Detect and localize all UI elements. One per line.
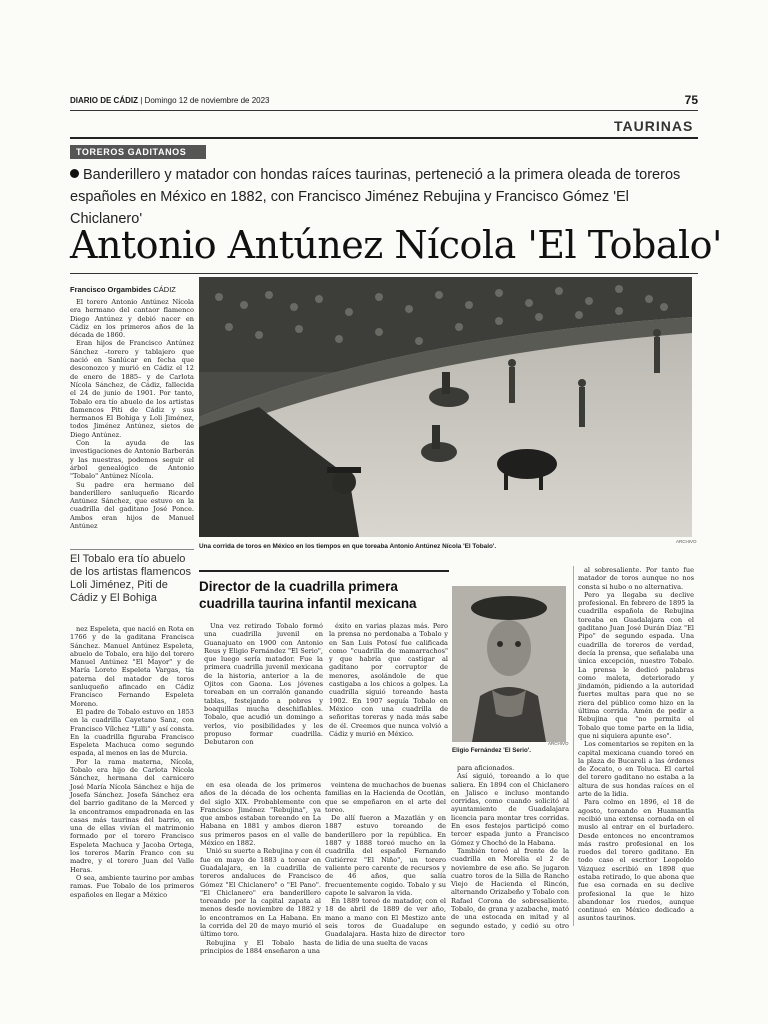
portrait-caption: Eligio Fernández 'El Serio'. [452, 747, 531, 754]
paragraph: al sobresaliente. Por tanto fue matador de toros aunque no nos consta si hubo o no alternativa. [578, 566, 694, 591]
portrait-photo [452, 586, 566, 742]
article-column-2 [200, 781, 321, 955]
paragraph: Rebujina y El Tobalo hasta principios de 1884 enseñaron a una [200, 938, 321, 955]
sidebar-column-2 [329, 622, 448, 776]
section-title: TAURINAS [614, 118, 694, 134]
byline-author: Francisco Orgambides [70, 285, 152, 294]
newspaper-name: DIARIO DE CÁDIZ [70, 96, 138, 105]
paragraph: Por la rama materna, Nícola, Tobalo era hijo de Carlota Nícola Sánchez, hermana del carnicero José María Nícola Sánchez e hija de Josefa Sánchez. Josefa Sánchez era del barrio gaditano de la Merced y la encontramos empadronada en las casas más taurinas del barrio, en una de ellas vivían el matrimonio formado por el torero Francisco Espeleta Machuca y Jacoba Ortega, los toreros Marín Franco con su madre, y el torero Juan del Valle Heras. [70, 757, 194, 874]
portrait-photo-image [452, 586, 566, 742]
photo-caption [199, 543, 692, 550]
portrait-credit: ARCHIVO [548, 741, 569, 746]
article-column-5 [578, 566, 694, 927]
paragraph: En 1889 toreó de matador, con el 18 de abril de 1889 de ver año, mano a mano con El Mestizo ante seis toros de Guadalupe en Guadalajara. Hasta hizo de director de lidia de una suelta de vacas [325, 897, 446, 947]
paragraph: El padre de Tobalo estuvo en 1853 en la cuadrilla Cayetano Sanz, con Francisco Vílchez "Lilli" y así consta. En la cuadrilla figuraba Francisco Espeleta Machuca como segundo espada, al menos en las de Murcia. [70, 707, 194, 758]
masthead [70, 93, 698, 110]
paragraph: Con la ayuda de las investigaciones de Antonio Barberán y las nuestras, podemos seguir el árbol genealógico de Antonio "Tobalo" Antúnez Nícola. [70, 439, 194, 481]
sidebar-column-1 [204, 622, 323, 776]
paragraph: éxito en varias plazas más. Pero la prensa no perdonaba a Tobalo y en San Luis Potosí fue calificada como "cuadrilla de mamarrachos" y que habría que castigar al gaditano por corruptor de menores, asolándole de que castigaba a los chicos a golpes. La cuadrilla siguió toreando hasta 1902. En 1907 seguía Tobalo en México con una cuadrilla de señoritas toreras y nada más sabe de él. Creemos que nunca volvió a Cádiz y murió en México. [329, 622, 448, 738]
page-number: 75 [684, 93, 698, 107]
article-column-3 [325, 781, 446, 947]
paragraph: Así siguió, toreando a lo que saliera. En 1894 con el Chiclanero en Jalisco e incluso montando corridas, como cuando solicitó al ayuntamiento de Guadalajara licencia para montar tres corridas. En esos festejos participó como tercer espada junto a Francisco Gómez y Chochó de la Habana. [451, 772, 569, 847]
article-column-1-continued [70, 625, 194, 925]
paragraph: Unió su suerte a Rebujina y con él fue en mayo de 1883 a torear en Guadalajara, en la cuadrilla de toreros andaluces de Francisco Gómez "El Chiclanero" o "El Pano". "El Chiclanero" era banderillero toreando por la capital zapata al menos desde noviembre de 1882 y lo encontramos en La Habana. En la corrida del 20 de mayo murió el último toro. [200, 847, 321, 939]
headline-rule [70, 273, 698, 274]
paragraph: veintena de muchachos de buenas familias en la Hacienda de Ocotlán, que se empeñaron en el arte del toreo. [325, 781, 446, 814]
paragraph: Para colmo en 1896, el 18 de agosto, toreando en Huamantla recibió una extensa cornada en el muslo al entrar en el burladero. Desde entonces no encontramos más rastro profesional en los ruedos del torero gaditano. En todo caso el escritor Leopoldo Vázquez escribió en 1898 que estaba retirado, lo que abona que fue esa cornada en su declive profesional la que le hizo abandonar los ruedos, aunque continuó en México dedicado a asuntos taurinos. [578, 798, 694, 923]
bullet-icon [70, 169, 79, 178]
kicker-label: TOREROS GADITANOS [70, 145, 206, 159]
paragraph: O sea, ambiente taurino por ambas ramas. Fue Tobalo de los primeros españoles en llegar a México [70, 873, 194, 899]
column-divider [573, 566, 574, 926]
issue-date: | Domingo 12 de noviembre de 2023 [140, 96, 270, 105]
article-column-1 [70, 298, 194, 536]
paragraph: Una vez retirado Tobalo formó una cuadrilla juvenil en Guanajuato en 1900 con Antonio Reus y Eligio Fernández "El Serio", que luego sería matador. Fue la primera cuadrilla juvenil mexicana de la historia, anterior a la de Ojitos con Gaona. Los jóvenes toreaban en un corralón ganando tablas, festejando a pobres y boaquillas mucha deschiflables. Tobalo, que acudió un domingo a verlos, vio posibilidades y les propuso formar cuadrilla. Debutaron con [204, 622, 323, 747]
byline [70, 285, 195, 294]
paragraph: para aficionados. [457, 764, 515, 772]
paragraph: También toreó al frente de la cuadrilla en Morelia el 2 de noviembre de ese año. Se jugaron cuatro toros de la Silla de Rancho Viejo de Hacienda el Rincón, alternando Orizabeño y Tobalo con Rafael Corona de sobresaliente. Tobalo, de grana y azabache, mató de una estocada en mitad y al segundo estado, y cedió su otro toro [451, 846, 569, 938]
paragraph: Pero ya llegaba su declive profesional. En febrero de 1895 la cuadrilla española de Rebujina toreaba en Guadalajara con el gaditano Juan José Durán Díaz "El Pipo" de segundo espada. Una cuadrilla de toreros de verdad, decía la prensa, que señalaba una única excepción, nuestro Tobalo. La prensa le dedicó palabras como maleta, deteriorado y jindamón, pidiendo a la autoridad fuertes multas para que no se riera del público como hizo en la última corrida. Amén de pedir a Rebujina que "no permita el Tobalo que tome parte en la lidia, que ni siquiera apunte eso". [578, 590, 694, 740]
paragraph: nez Espeleta, que nació en Rota en 1766 y de la gaditana Francisca Sánchez. Manuel Antúnez Espeleta, abuelo de Tobalo, era hijo del torero Manuel Antúnez "El Mayor" y de María Loreto Espeleta Vargas, tía paterna del matador de toros sanluqueño afincado en Cádiz Francisco Fernando Espeleta Moreno. [70, 625, 194, 708]
sidebar-title: Director de la cuadrilla primera cuadrilla taurina infantil mexicana [199, 570, 449, 612]
top-rule [70, 110, 698, 111]
paragraph: Eran hijos de Francisco Antúnez Sánchez –torero y tablajero que nació en Sanlúcar en fecha que desconozco y murió en Cádiz el 12 de enero de 1885– y de Carlota Nícola Sánchez, de Cádiz, fallecida el 24 de junio de 1901. Por tanto, Tobalo era tío abuelo de los artistas flamencos Piti de Cádiz y sus hermanos El Bohiga y Loli Jiménez, todos Jiménez Antúnez, sietos de Diego Antúnez. [70, 339, 194, 439]
subheadline [70, 164, 698, 230]
section-rule [70, 137, 698, 139]
paragraph: Los comentarios se repiten en la capital mexicana cuando toreó en la plaza de Bucareli a las órdenes de Zocato, o en Toluca. El cartel del torero gaditano no estaba a la altura de sus hondas raíces en el arte de la lidia. [578, 740, 694, 799]
paragraph: Su padre era hermano del banderillero sanluqueño Ricardo Antúnez Sánchez, que estuvo en la cuadrilla del gaditano José Ponce. Ambos eran hijos de Manuel Antúnez [70, 480, 194, 531]
article-column-4 [451, 764, 569, 938]
byline-city: CÁDIZ [153, 285, 176, 294]
photo-credit: ARCHIVO [676, 539, 697, 544]
headline: Antonio Antúnez Nícola 'El Tobalo' [70, 223, 722, 267]
pull-quote: El Tobalo era tío abuelo de los artistas flamencos Loli Jiménez, Piti de Cádiz y El Bohiga [70, 549, 194, 605]
subheadline-text: Banderillero y matador con hondas raíces taurinas, perteneció a la primera oleada de toreros españoles en México en 1882, con Francisco Jiménez Rebujina y Francisco Gómez 'El Chiclanero' [70, 167, 681, 227]
paragraph: El torero Antonio Antúnez Nícola era hermano del cantaor flamenco Diego Antúnez y debió nacer en Cádiz en los primeros años de la década de 1860. [70, 298, 194, 340]
bullfight-photo-image [199, 277, 692, 537]
paragraph: en esa oleada de los primeros años de la década de los ochenta del siglo XIX. Probablemente con Francisco Jiménez "Rebujina", ya que ambos estaban toreando en La Habana en 1881 y ambos dieron sus primeros pasos en el valle de México en 1882. [200, 781, 321, 848]
photo-caption-text: Una corrida de toros en México en los tiempos en que toreaba Antonio Antúnez Nícola 'El Tobalo'. [199, 543, 497, 550]
paragraph: De allí fueron a Mazatlán y en 1887 estuvo toreando de banderillero por la república. En 1887 y 1888 toreó mucho en la cuadrilla del español Fernando Gutiérrez "El Niño", un torero valiente pero carente de recursos y de 46 años, que salía frecuentemente cogido. Tobalo y su capote le salvaron la vida. [325, 814, 446, 897]
bullfight-photo [199, 277, 692, 537]
